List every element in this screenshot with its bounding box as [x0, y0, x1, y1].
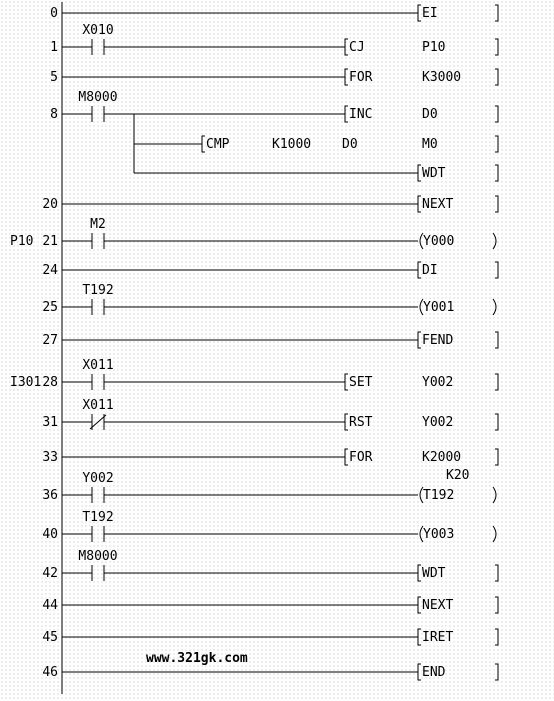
- instruction-close-bracket: [495, 597, 498, 613]
- coil-close-paren: [493, 526, 496, 542]
- contact-device-label: T192: [82, 283, 114, 298]
- coil-device: Y000: [423, 234, 455, 249]
- step-number: 5: [50, 70, 58, 85]
- instruction-close-bracket: [495, 332, 498, 348]
- instruction-open-bracket: [418, 262, 421, 278]
- rung-21: [10, 217, 496, 249]
- instruction-open-bracket: [418, 196, 421, 212]
- instruction-mnemonic: END: [422, 665, 446, 680]
- instruction-close-bracket: [495, 449, 498, 465]
- instruction-open-bracket: [345, 106, 348, 122]
- rung-33: [42, 449, 498, 465]
- step-number: 24: [42, 263, 58, 278]
- rung-24: [42, 262, 498, 278]
- instruction-close-bracket: [495, 565, 498, 581]
- coil-close-paren: [493, 487, 496, 503]
- rung-42: [42, 549, 498, 581]
- instruction-close-bracket: [495, 165, 498, 181]
- instruction-operand: K1000: [272, 137, 312, 152]
- instruction-close-bracket: [495, 5, 498, 21]
- rung-36: [42, 468, 496, 503]
- step-number: 21: [42, 234, 58, 249]
- instruction-mnemonic: WDT: [422, 166, 446, 181]
- rung-44: [42, 597, 498, 613]
- step-number: 28: [42, 375, 58, 390]
- contact-device-label: T192: [82, 510, 114, 525]
- branch-cmp: [134, 136, 498, 152]
- rungs-layer: [10, 5, 498, 680]
- instruction-operand: K3000: [422, 70, 462, 85]
- instruction-mnemonic: FOR: [349, 70, 373, 85]
- instruction-open-bracket: [418, 664, 421, 680]
- rung-5: [50, 69, 498, 85]
- instruction-open-bracket: [345, 39, 348, 55]
- instruction-operand: D0: [342, 137, 358, 152]
- watermark-text: www.321gk.com: [146, 651, 248, 666]
- instruction-mnemonic: IRET: [422, 630, 454, 645]
- coil-device: Y003: [423, 527, 455, 542]
- step-number: 36: [42, 488, 58, 503]
- rung-25: [42, 283, 496, 315]
- instruction-open-bracket: [418, 565, 421, 581]
- instruction-open-bracket: [418, 597, 421, 613]
- pointer-label: P10: [10, 234, 34, 249]
- contact-device-label: M8000: [78, 549, 118, 564]
- instruction-mnemonic: NEXT: [422, 598, 454, 613]
- instruction-open-bracket: [345, 449, 348, 465]
- step-number: 45: [42, 630, 58, 645]
- coil-device: Y001: [423, 300, 455, 315]
- step-number: 25: [42, 300, 58, 315]
- instruction-operand: D0: [422, 107, 438, 122]
- instruction-close-bracket: [495, 414, 498, 430]
- contact-device-label: M2: [90, 217, 106, 232]
- instruction-operand: K2000: [422, 450, 462, 465]
- instruction-mnemonic: NEXT: [422, 197, 454, 212]
- instruction-open-bracket: [418, 165, 421, 181]
- step-number: 0: [50, 6, 58, 21]
- instruction-operand: Y002: [422, 415, 454, 430]
- rung-28: [10, 358, 498, 390]
- instruction-open-bracket: [345, 69, 348, 85]
- coil-close-paren: [493, 233, 496, 249]
- instruction-mnemonic: CMP: [206, 137, 230, 152]
- instruction-mnemonic: EI: [422, 6, 438, 21]
- step-number: 31: [42, 415, 58, 430]
- rung-40: [42, 510, 496, 542]
- instruction-mnemonic: INC: [349, 107, 373, 122]
- instruction-close-bracket: [495, 374, 498, 390]
- coil-preset: K20: [446, 468, 470, 483]
- instruction-open-bracket: [345, 414, 348, 430]
- instruction-open-bracket: [418, 332, 421, 348]
- branch-wdt: [134, 165, 498, 181]
- instruction-mnemonic: DI: [422, 263, 438, 278]
- instruction-operand: M0: [422, 137, 438, 152]
- step-number: 1: [50, 40, 58, 55]
- step-number: 20: [42, 197, 58, 212]
- step-number: 40: [42, 527, 58, 542]
- instruction-mnemonic: WDT: [422, 566, 446, 581]
- rung-45: [42, 629, 498, 645]
- rung-46: [42, 664, 498, 680]
- instruction-close-bracket: [495, 69, 498, 85]
- step-number: 46: [42, 665, 58, 680]
- instruction-operand: P10: [422, 40, 446, 55]
- contact-device-label: X010: [82, 23, 114, 38]
- rung-20: [42, 196, 498, 212]
- coil-close-paren: [493, 299, 496, 315]
- contact-device-label: Y002: [82, 471, 114, 486]
- pointer-label: I301: [10, 375, 42, 390]
- instruction-close-bracket: [495, 39, 498, 55]
- rung-31: [42, 398, 498, 430]
- instruction-mnemonic: CJ: [349, 40, 365, 55]
- step-number: 42: [42, 566, 58, 581]
- instruction-mnemonic: SET: [349, 375, 373, 390]
- instruction-close-bracket: [495, 629, 498, 645]
- instruction-mnemonic: RST: [349, 415, 373, 430]
- instruction-close-bracket: [495, 136, 498, 152]
- instruction-open-bracket: [345, 374, 348, 390]
- instruction-mnemonic: FOR: [349, 450, 373, 465]
- instruction-close-bracket: [495, 664, 498, 680]
- step-number: 8: [50, 107, 58, 122]
- step-number: 27: [42, 333, 58, 348]
- instruction-close-bracket: [495, 262, 498, 278]
- instruction-close-bracket: [495, 196, 498, 212]
- instruction-operand: Y002: [422, 375, 454, 390]
- rung-8: [50, 90, 498, 181]
- instruction-open-bracket: [418, 629, 421, 645]
- rung-0: [50, 5, 498, 21]
- instruction-mnemonic: FEND: [422, 333, 454, 348]
- rung-1: [50, 23, 498, 55]
- contact-device-label: X011: [82, 398, 114, 413]
- instruction-close-bracket: [495, 106, 498, 122]
- contact-device-label: M8000: [78, 90, 118, 105]
- coil-device: T192: [423, 488, 455, 503]
- step-number: 44: [42, 598, 58, 613]
- instruction-open-bracket: [418, 5, 421, 21]
- instruction-open-bracket: [202, 136, 205, 152]
- contact-device-label: X011: [82, 358, 114, 373]
- step-number: 33: [42, 450, 58, 465]
- rung-27: [42, 332, 498, 348]
